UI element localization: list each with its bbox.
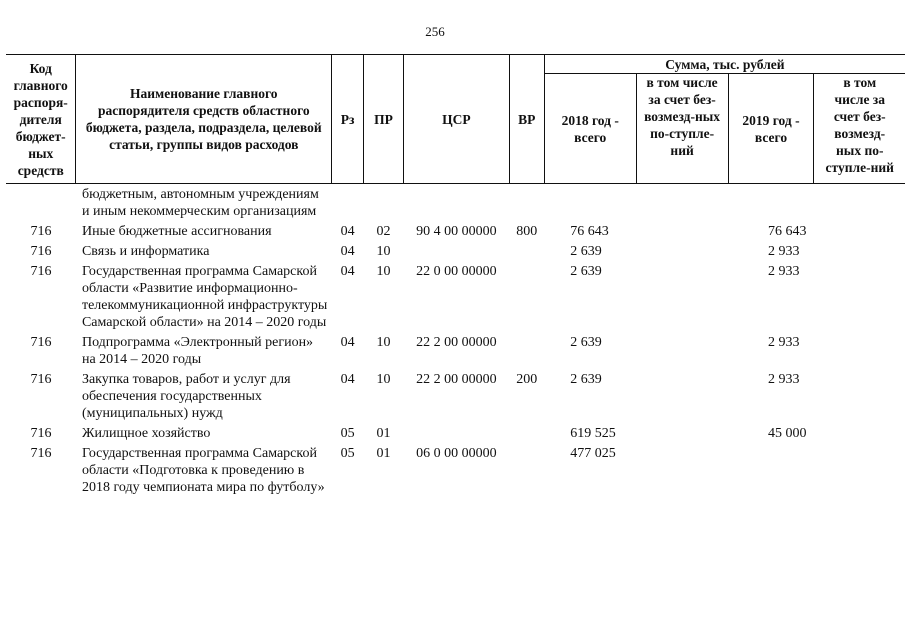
cell-rz: 04 xyxy=(340,372,355,387)
cell-rz: 04 xyxy=(340,335,355,350)
cell-name: Государственная программа Самарской области «Подготовка к проведению в 2018 году чемпионата мира по футболу» xyxy=(81,446,325,495)
cell-name: Закупка товаров, работ и услуг для обеспечения государственных (муниципальных) нужд xyxy=(81,372,291,421)
table-row xyxy=(6,242,905,262)
cell-pr: 10 xyxy=(376,372,391,387)
cell-2018-total: 619 525 xyxy=(570,426,616,441)
header-2018-gratuitous: в том числе за счет без-возмезд-ных по-ступле-ний xyxy=(636,74,728,184)
table-header xyxy=(6,55,905,184)
cell-2019-gratuitous xyxy=(814,222,905,242)
header-2019-gratuitous: в том числе за счет без-возмезд-ных по-ступле-ний xyxy=(814,74,905,184)
cell-2018-total: 2 639 xyxy=(570,244,602,259)
cell-2019-total: 76 643 xyxy=(768,224,807,239)
cell-2018-gratuitous xyxy=(636,242,728,262)
cell-code: 716 xyxy=(30,426,52,441)
cell-pr: 02 xyxy=(376,224,391,239)
cell-pr xyxy=(364,184,404,223)
cell-vr xyxy=(509,444,544,498)
cell-2018-gratuitous xyxy=(636,444,728,498)
table-row xyxy=(6,262,905,333)
cell-csr: 06 0 00 00000 xyxy=(416,446,497,461)
header-rz: Рз xyxy=(332,55,364,184)
cell-rz: 04 xyxy=(340,264,355,279)
cell-2018-gratuitous xyxy=(636,184,728,223)
page-number: 256 xyxy=(425,24,445,39)
cell-rz: 05 xyxy=(340,426,355,441)
cell-vr: 200 xyxy=(516,372,538,387)
cell-2019-gratuitous xyxy=(814,424,905,444)
header-name: Наименование главного распорядителя средств областного бюджета, раздела, подраздела, целевой статьи, группы видов расходов xyxy=(76,55,332,184)
cell-rz: 05 xyxy=(340,446,355,461)
cell-pr: 10 xyxy=(376,335,391,350)
table-body xyxy=(6,184,905,499)
cell-2018-gratuitous xyxy=(636,333,728,370)
cell-2018-total: 76 643 xyxy=(570,224,609,239)
cell-csr xyxy=(404,184,510,223)
cell-vr xyxy=(509,262,544,333)
cell-2019-total: 2 933 xyxy=(768,244,800,259)
cell-2019-total: 45 000 xyxy=(768,426,807,441)
cell-2018-total: 2 639 xyxy=(570,372,602,387)
header-2018-total: 2018 год - всего xyxy=(544,74,636,184)
cell-code xyxy=(6,184,76,223)
table-row xyxy=(6,222,905,242)
cell-code: 716 xyxy=(30,372,52,387)
cell-rz: 04 xyxy=(340,224,355,239)
cell-pr: 10 xyxy=(376,244,391,259)
cell-2018-gratuitous xyxy=(636,424,728,444)
table-row xyxy=(6,184,905,223)
cell-name: Государственная программа Самарской области «Развитие информационно-телекоммуникационной инфраструктуры Самарской области» на 2014 – 2020 годы xyxy=(81,264,328,330)
cell-name: Подпрограмма «Электронный регион» на 2014 – 2020 годы xyxy=(81,335,314,367)
cell-rz: 04 xyxy=(340,244,355,259)
cell-2019-gratuitous xyxy=(814,242,905,262)
cell-2018-total: 2 639 xyxy=(570,264,602,279)
cell-code: 716 xyxy=(30,446,52,461)
cell-2018-total xyxy=(544,184,636,223)
cell-rz xyxy=(332,184,364,223)
cell-vr: 800 xyxy=(516,224,538,239)
header-csr: ЦСР xyxy=(404,55,510,184)
cell-vr xyxy=(509,333,544,370)
cell-csr: 22 0 00 00000 xyxy=(416,264,497,279)
budget-table xyxy=(6,54,905,498)
header-code: Код главного распоря-дителя бюджет-ных средств xyxy=(6,55,76,184)
cell-2018-gratuitous xyxy=(636,262,728,333)
header-sum: Сумма, тыс. рублей xyxy=(544,55,905,74)
cell-csr: 22 2 00 00000 xyxy=(416,372,497,387)
cell-csr xyxy=(404,424,510,444)
cell-code: 716 xyxy=(30,335,52,350)
cell-name: бюджетным, автономным учреждениям и иным некоммерческим организациям xyxy=(81,187,319,219)
cell-pr: 10 xyxy=(376,264,391,279)
table-row xyxy=(6,424,905,444)
cell-name: Связь и информатика xyxy=(81,244,210,259)
cell-csr: 22 2 00 00000 xyxy=(416,335,497,350)
cell-2018-total: 477 025 xyxy=(570,446,616,461)
cell-csr: 90 4 00 00000 xyxy=(416,224,497,239)
cell-2019-gratuitous xyxy=(814,333,905,370)
cell-vr xyxy=(509,242,544,262)
cell-name: Иные бюджетные ассигнования xyxy=(81,224,272,239)
table-row xyxy=(6,444,905,498)
cell-2019-total xyxy=(728,444,814,498)
cell-2018-total: 2 639 xyxy=(570,335,602,350)
cell-name: Жилищное хозяйство xyxy=(81,426,211,441)
cell-pr: 01 xyxy=(376,426,391,441)
table-row xyxy=(6,370,905,424)
cell-2018-gratuitous xyxy=(636,370,728,424)
header-pr: ПР xyxy=(364,55,404,184)
cell-2019-gratuitous xyxy=(814,370,905,424)
header-2019-total: 2019 год - всего xyxy=(728,74,814,184)
cell-code: 716 xyxy=(30,244,52,259)
cell-2019-gratuitous xyxy=(814,184,905,223)
table-row xyxy=(6,333,905,370)
cell-2019-gratuitous xyxy=(814,444,905,498)
cell-2019-total xyxy=(728,184,814,223)
header-vr: ВР xyxy=(509,55,544,184)
cell-pr: 01 xyxy=(376,446,391,461)
cell-2019-total: 2 933 xyxy=(768,335,800,350)
cell-vr xyxy=(509,184,544,223)
cell-vr xyxy=(509,424,544,444)
cell-code: 716 xyxy=(30,264,52,279)
cell-csr xyxy=(404,242,510,262)
cell-2019-total: 2 933 xyxy=(768,372,800,387)
cell-2019-gratuitous xyxy=(814,262,905,333)
cell-code: 716 xyxy=(30,224,52,239)
cell-2018-gratuitous xyxy=(636,222,728,242)
cell-2019-total: 2 933 xyxy=(768,264,800,279)
